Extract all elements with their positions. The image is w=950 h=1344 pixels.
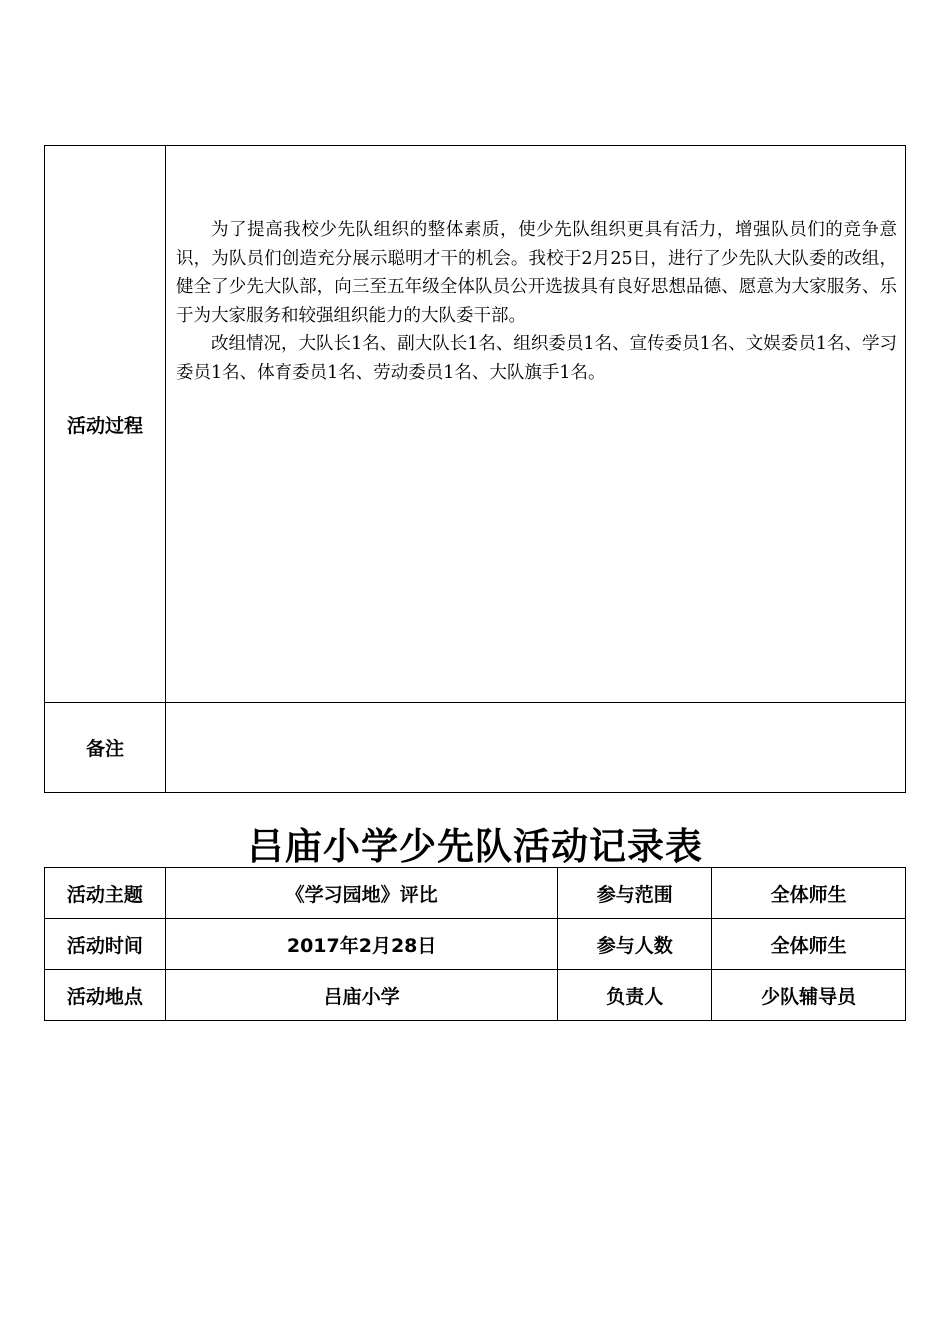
location-label: 活动地点 bbox=[45, 970, 166, 1021]
person-in-charge-value: 少队辅导员 bbox=[712, 970, 906, 1021]
participants-label: 参与人数 bbox=[558, 919, 712, 970]
table-row bbox=[45, 970, 906, 1021]
previous-record-table bbox=[44, 145, 906, 793]
process-paragraph-2: 改组情况，大队长1名、副大队长1名、组织委员1名、宣传委员1名、文娱委员1名、学习委员1名、体育委员1名、劳动委员1名、大队旗手1名。 bbox=[176, 334, 897, 383]
location-value: 吕庙小学 bbox=[165, 970, 558, 1021]
record-title: 吕庙小学少先队活动记录表 bbox=[247, 825, 703, 868]
table-row bbox=[45, 919, 906, 970]
scope-value: 全体师生 bbox=[712, 868, 906, 919]
participants-value: 全体师生 bbox=[712, 919, 906, 970]
process-content bbox=[166, 146, 906, 703]
person-in-charge-label: 负责人 bbox=[558, 970, 712, 1021]
scope-label: 参与范围 bbox=[558, 868, 712, 919]
remarks-content bbox=[166, 703, 906, 793]
time-value: 2017年2月28日 bbox=[165, 919, 558, 970]
remarks-label: 备注 bbox=[45, 703, 166, 793]
table-row bbox=[45, 868, 906, 919]
process-row bbox=[45, 146, 906, 703]
remarks-row bbox=[45, 703, 906, 793]
time-label: 活动时间 bbox=[45, 919, 166, 970]
activity-record-table bbox=[44, 867, 906, 1021]
theme-value: 《学习园地》评比 bbox=[165, 868, 558, 919]
theme-label: 活动主题 bbox=[45, 868, 166, 919]
process-label: 活动过程 bbox=[45, 146, 166, 703]
process-paragraph-1: 为了提高我校少先队组织的整体素质，使少先队组织更具有活力，增强队员们的竞争意识，为队员们创造充分展示聪明才干的机会。我校于2月25日，进行了少先队大队委的改组，健全了少先大队部，向三至五年级全体队员公开选拔具有良好思想品德、愿意为大家服务、乐于为大家服务和较强组织能力的大队委干部。 bbox=[176, 220, 897, 326]
